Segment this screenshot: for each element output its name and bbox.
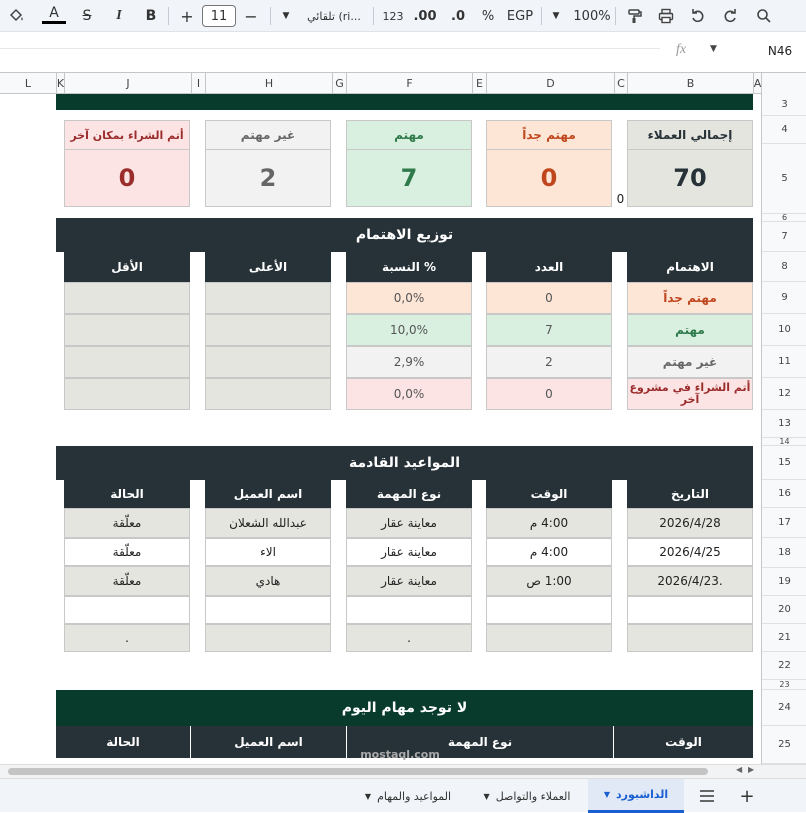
row-header[interactable]: 3	[762, 94, 806, 116]
zoom-dropdown-icon[interactable]: ▼	[552, 11, 560, 21]
dist-count-cell: 0	[486, 282, 612, 314]
scroll-left-icon[interactable]: ◀	[736, 765, 743, 774]
appointments-title: المواعيد القادمة	[56, 446, 753, 480]
tab-dropdown-icon[interactable]: ▼	[364, 791, 372, 801]
font-dropdown-icon[interactable]: ▼	[282, 11, 290, 21]
today-header-task: نوع المهمة	[346, 726, 613, 758]
column-header[interactable]: I	[191, 73, 205, 94]
select-all-corner[interactable]	[761, 73, 806, 94]
search-icon[interactable]	[752, 4, 776, 28]
font-size-input[interactable]: 11	[202, 5, 236, 27]
dist-header-interest: الاهتمام	[627, 252, 753, 282]
paint-format-icon[interactable]	[622, 4, 646, 28]
cell-reference-box[interactable]: N46	[767, 44, 793, 58]
today-header-status: الحالة	[56, 726, 190, 758]
today-header-client: اسم العميل	[190, 726, 346, 758]
dist-header-lowest: الأقل	[64, 252, 190, 282]
row-header[interactable]: 17	[762, 508, 806, 538]
card-not-interested-value: 2	[205, 149, 331, 207]
appt-date-cell: 2026/4/28	[627, 508, 753, 538]
appt-time-cell: 1:00 ص	[486, 566, 612, 596]
horizontal-scrollbar[interactable]	[0, 764, 806, 778]
increase-font-size-button[interactable]: +	[180, 6, 194, 26]
dist-count-cell: 2	[486, 346, 612, 378]
italic-button[interactable]: I	[116, 8, 122, 23]
appt-client-cell: عبدالله الشعلان	[205, 508, 331, 538]
appt-header-time: الوقت	[486, 480, 612, 508]
row-header[interactable]: 12	[762, 378, 806, 410]
watermark-text: mostaql.com	[360, 748, 440, 761]
appt-date-cell: 2026/4/25	[627, 538, 753, 566]
all-sheets-icon[interactable]	[694, 779, 720, 813]
tab-label: الداشبورد	[615, 788, 669, 801]
currency-format-button[interactable]: EGP	[506, 8, 534, 24]
today-tasks-title: لا توجد مهام اليوم	[56, 690, 753, 726]
tab-label: العملاء والتواصل	[495, 789, 571, 803]
card-very-interested-label: مهتم جداً	[486, 120, 612, 149]
dist-highest-cell	[205, 378, 331, 410]
sheet-grid[interactable]	[0, 94, 761, 764]
appt-status-cell: معلّقة	[64, 508, 190, 538]
tab-clients[interactable]	[474, 779, 580, 813]
column-header[interactable]: D	[486, 73, 614, 94]
formula-input[interactable]	[0, 48, 660, 49]
function-icon: fx	[676, 42, 687, 57]
scrollbar-thumb[interactable]	[8, 768, 708, 775]
row-header[interactable]: 5	[762, 144, 806, 214]
row-header[interactable]: 25	[762, 726, 806, 764]
appt-date-cell	[627, 624, 753, 652]
appt-client-cell: هادي	[205, 566, 331, 596]
appt-task-cell	[346, 596, 472, 624]
decrease-decimal-button[interactable]: .0	[451, 8, 465, 24]
appt-date-cell	[627, 596, 753, 624]
row-header[interactable]: 6	[762, 214, 806, 222]
fill-color-icon[interactable]	[4, 4, 30, 28]
row-header[interactable]: 11	[762, 346, 806, 378]
dist-count-cell: 7	[486, 314, 612, 346]
card-interested-value: 7	[346, 149, 472, 207]
appt-header-date: التاريخ	[627, 480, 753, 508]
appt-task-cell: معاينة عقار	[346, 508, 472, 538]
percent-format-button[interactable]: %	[481, 8, 495, 24]
appt-time-cell: 4:00 م	[486, 538, 612, 566]
card-total-clients-value: 70	[627, 149, 753, 207]
dist-label-cell: مهتم جداً	[627, 282, 753, 314]
column-header[interactable]: G	[332, 73, 346, 94]
row-header[interactable]: 7	[762, 222, 806, 252]
toolbar	[0, 0, 806, 32]
dist-lowest-cell	[64, 282, 190, 314]
row-header[interactable]: 22	[762, 652, 806, 680]
decrease-font-size-button[interactable]: −	[244, 6, 258, 26]
formula-bar	[0, 32, 806, 72]
dist-label-cell: غير مهتم	[627, 346, 753, 378]
row-header[interactable]: 15	[762, 446, 806, 480]
dist-highest-cell	[205, 282, 331, 314]
increase-decimal-button[interactable]: .00	[413, 8, 437, 24]
appt-task-cell: .	[346, 624, 472, 652]
dist-lowest-cell	[64, 378, 190, 410]
row-header[interactable]: 9	[762, 282, 806, 314]
sheet-tabs-bar	[0, 778, 806, 812]
appt-header-client: اسم العميل	[205, 480, 331, 508]
row-header[interactable]: 4	[762, 116, 806, 144]
row-header[interactable]: 18	[762, 538, 806, 568]
column-header[interactable]: K	[56, 73, 64, 94]
tab-dropdown-icon[interactable]: ▼	[483, 791, 490, 801]
column-header[interactable]: L	[24, 77, 32, 90]
font-family-select[interactable]: تلقائي (ri...	[307, 9, 361, 23]
appt-header-task: نوع المهمة	[346, 480, 472, 508]
dist-percent-cell: 10,0%	[346, 314, 472, 346]
more-formats-button[interactable]: 123	[382, 9, 404, 23]
appt-time-cell	[486, 624, 612, 652]
appt-task-cell: معاينة عقار	[346, 566, 472, 596]
dist-percent-cell: 0,0%	[346, 378, 472, 410]
column-header[interactable]: J	[64, 73, 191, 94]
tab-dropdown-icon[interactable]: ▼	[603, 790, 610, 799]
card-bought-elsewhere-label: أتم الشراء بمكان آخر	[64, 120, 190, 149]
dist-count-cell: 0	[486, 378, 612, 410]
row-header[interactable]: 21	[762, 624, 806, 652]
tab-appointments[interactable]	[350, 779, 466, 813]
column-header[interactable]: C	[614, 73, 627, 94]
tab-label: المواعيد والمهام	[377, 789, 452, 803]
card-interested-label: مهتم	[346, 120, 472, 149]
today-header-time: الوقت	[613, 726, 753, 758]
name-box-dropdown-icon[interactable]: ▼	[710, 44, 717, 54]
row-header[interactable]: 24	[762, 690, 806, 726]
row-header[interactable]: 8	[762, 252, 806, 282]
card-bought-elsewhere-value: 0	[64, 149, 190, 207]
row-headers	[761, 94, 806, 764]
appt-client-cell	[205, 624, 331, 652]
dist-header-count: العدد	[486, 252, 612, 282]
stray-cell-value: 0	[616, 192, 625, 206]
card-total-clients-label: إجمالي العملاء	[627, 120, 753, 149]
row-header[interactable]: 10	[762, 314, 806, 346]
appt-client-cell	[205, 596, 331, 624]
appt-date-cell: 2026/4/23.	[627, 566, 753, 596]
appt-time-cell	[486, 596, 612, 624]
dist-header-percent: النسبة %	[346, 252, 472, 282]
dist-label-cell: أتم الشراء في مشروع آخر	[627, 378, 753, 410]
row-header[interactable]: 23	[762, 680, 806, 690]
scroll-right-icon[interactable]: ▶	[748, 765, 755, 774]
print-icon[interactable]	[654, 4, 678, 28]
strikethrough-button[interactable]: S	[82, 8, 92, 24]
add-sheet-icon[interactable]: +	[739, 785, 755, 807]
row-header[interactable]: 13	[762, 410, 806, 438]
row-header[interactable]: 16	[762, 480, 806, 508]
redo-icon[interactable]	[718, 4, 742, 28]
appt-task-cell: معاينة عقار	[346, 538, 472, 566]
appt-status-cell: .	[64, 624, 190, 652]
dist-highest-cell	[205, 314, 331, 346]
dist-lowest-cell	[64, 346, 190, 378]
dist-percent-cell: 2,9%	[346, 346, 472, 378]
bold-button[interactable]: B	[145, 8, 157, 24]
appt-status-cell: معلّقة	[64, 538, 190, 566]
tab-dashboard[interactable]	[588, 779, 684, 813]
appt-time-cell: 4:00 م	[486, 508, 612, 538]
text-color-button[interactable]: A	[42, 4, 66, 24]
column-header[interactable]: A	[753, 73, 761, 94]
row-header[interactable]: 14	[762, 438, 806, 446]
column-header[interactable]: B	[627, 73, 753, 94]
dist-lowest-cell	[64, 314, 190, 346]
appt-status-cell	[64, 596, 190, 624]
column-header[interactable]: E	[472, 73, 486, 94]
distribution-title: توزيع الاهتمام	[56, 218, 753, 252]
dist-highest-cell	[205, 346, 331, 378]
dist-percent-cell: 0,0%	[346, 282, 472, 314]
appt-client-cell: الاء	[205, 538, 331, 566]
column-header[interactable]: H	[205, 73, 332, 94]
row-header[interactable]: 19	[762, 568, 806, 596]
dist-header-highest: الأعلى	[205, 252, 331, 282]
card-very-interested-value: 0	[486, 149, 612, 207]
zoom-select[interactable]: 100%	[573, 8, 611, 24]
dist-label-cell: مهتم	[627, 314, 753, 346]
undo-icon[interactable]	[686, 4, 710, 28]
appt-header-status: الحالة	[64, 480, 190, 508]
column-header[interactable]: F	[346, 73, 472, 94]
column-headers	[0, 72, 806, 94]
card-not-interested-label: غير مهتم	[205, 120, 331, 149]
row-header[interactable]: 20	[762, 596, 806, 624]
dashboard-title-band	[56, 94, 753, 110]
appt-status-cell: معلّقة	[64, 566, 190, 596]
